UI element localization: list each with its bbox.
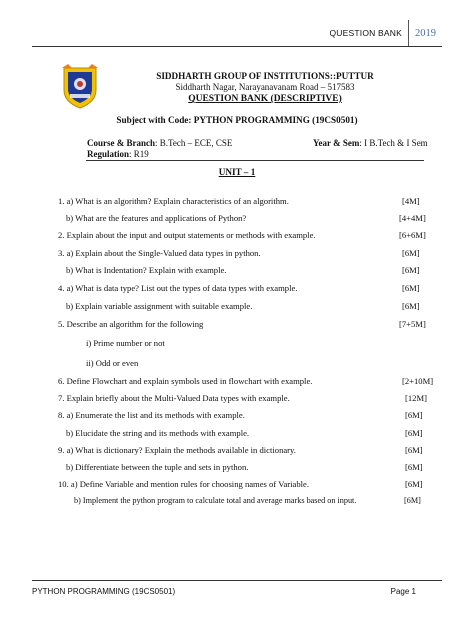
question-marks: [4M] (402, 196, 420, 206)
document-title: QUESTION BANK (DESCRIPTIVE) (188, 94, 342, 104)
question-text: b) What is Indentation? Explain with example. (66, 265, 227, 275)
question-text: 7. Explain briefly about the Multi-Valued Data types with example. (58, 393, 290, 403)
question-text: i) Prime number or not (86, 338, 165, 348)
question-marks: [4+4M] (399, 213, 426, 223)
question-marks: [12M] (405, 393, 427, 403)
subject-line: Subject with Code: PYTHON PROGRAMMING (19CS0501) (116, 115, 358, 125)
question-marks: [6M] (405, 462, 423, 472)
institution-block (100, 70, 430, 105)
footer-rule (32, 580, 442, 581)
course-value: : B.Tech – ECE, CSE (155, 138, 233, 148)
year-sem-label: Year & Sem (313, 138, 360, 148)
unit-heading: UNIT – 1 (218, 167, 256, 177)
question-text: b) Differentiate between the tuple and sets in python. (66, 462, 249, 472)
question-text: b) Explain variable assignment with suitable example. (66, 301, 253, 311)
header-label: QUESTION BANK (329, 28, 402, 38)
regulation-label: Regulation (87, 149, 130, 159)
page-number: Page 1 (390, 587, 416, 596)
question-marks: [6M] (402, 301, 420, 311)
question-marks: [6M] (405, 445, 423, 455)
question-text: b) Implement the python program to calculate total and average marks based on input. (74, 496, 357, 505)
regulation (87, 149, 149, 159)
question-marks: [6M] (405, 479, 423, 489)
question-marks: [6M] (402, 265, 420, 275)
question-text: 3. a) Explain about the Single-Valued data types in python. (58, 248, 261, 258)
year-sem-value: : I B.Tech & I Sem (359, 138, 428, 148)
regulation-value: : R19 (129, 149, 149, 159)
footer-subject: PYTHON PROGRAMMING (19CS0501) (32, 587, 176, 596)
question-text: 9. a) What is dictionary? Explain the methods available in dictionary. (58, 445, 296, 455)
year-sem (313, 138, 428, 148)
question-text: 8. a) Enumerate the list and its methods with example. (58, 410, 245, 420)
header-year: 2019 (415, 27, 436, 39)
details-rule (86, 160, 424, 161)
header-rule (32, 46, 442, 47)
question-marks: [6M] (404, 496, 421, 505)
question-marks: [2+10M] (402, 376, 434, 386)
question-marks: [6M] (402, 248, 420, 258)
question-text: ii) Odd or even (86, 358, 139, 368)
question-text: 4. a) What is data type? List out the types of data types with example. (58, 283, 298, 293)
question-marks: [6+6M] (399, 230, 426, 240)
question-text: 10. a) Define Variable and mention rules for choosing names of Variable. (58, 479, 309, 489)
question-text: 6. Define Flowchart and explain symbols used in flowchart with example. (58, 376, 313, 386)
course-branch (87, 138, 232, 148)
question-marks: [7+5M] (399, 319, 426, 329)
question-text: 1. a) What is an algorithm? Explain characteristics of an algorithm. (58, 196, 289, 206)
question-text: 5. Describe an algorithm for the following (58, 319, 204, 329)
institution-logo-icon (60, 64, 100, 110)
question-marks: [6M] (405, 428, 423, 438)
question-text: b) Elucidate the string and its methods with example. (66, 428, 250, 438)
institution-name: SIDDHARTH GROUP OF INSTITUTIONS::PUTTUR (156, 71, 374, 81)
institution-address: Siddharth Nagar, Narayanavanam Road – 517583 (175, 82, 355, 92)
question-marks: [6M] (405, 410, 423, 420)
question-text: b) What are the features and applications of Python? (66, 213, 247, 223)
question-text: 2. Explain about the input and output statements or methods with example. (58, 230, 316, 240)
course-label: Course & Branch (87, 138, 155, 148)
question-marks: [6M] (402, 283, 420, 293)
